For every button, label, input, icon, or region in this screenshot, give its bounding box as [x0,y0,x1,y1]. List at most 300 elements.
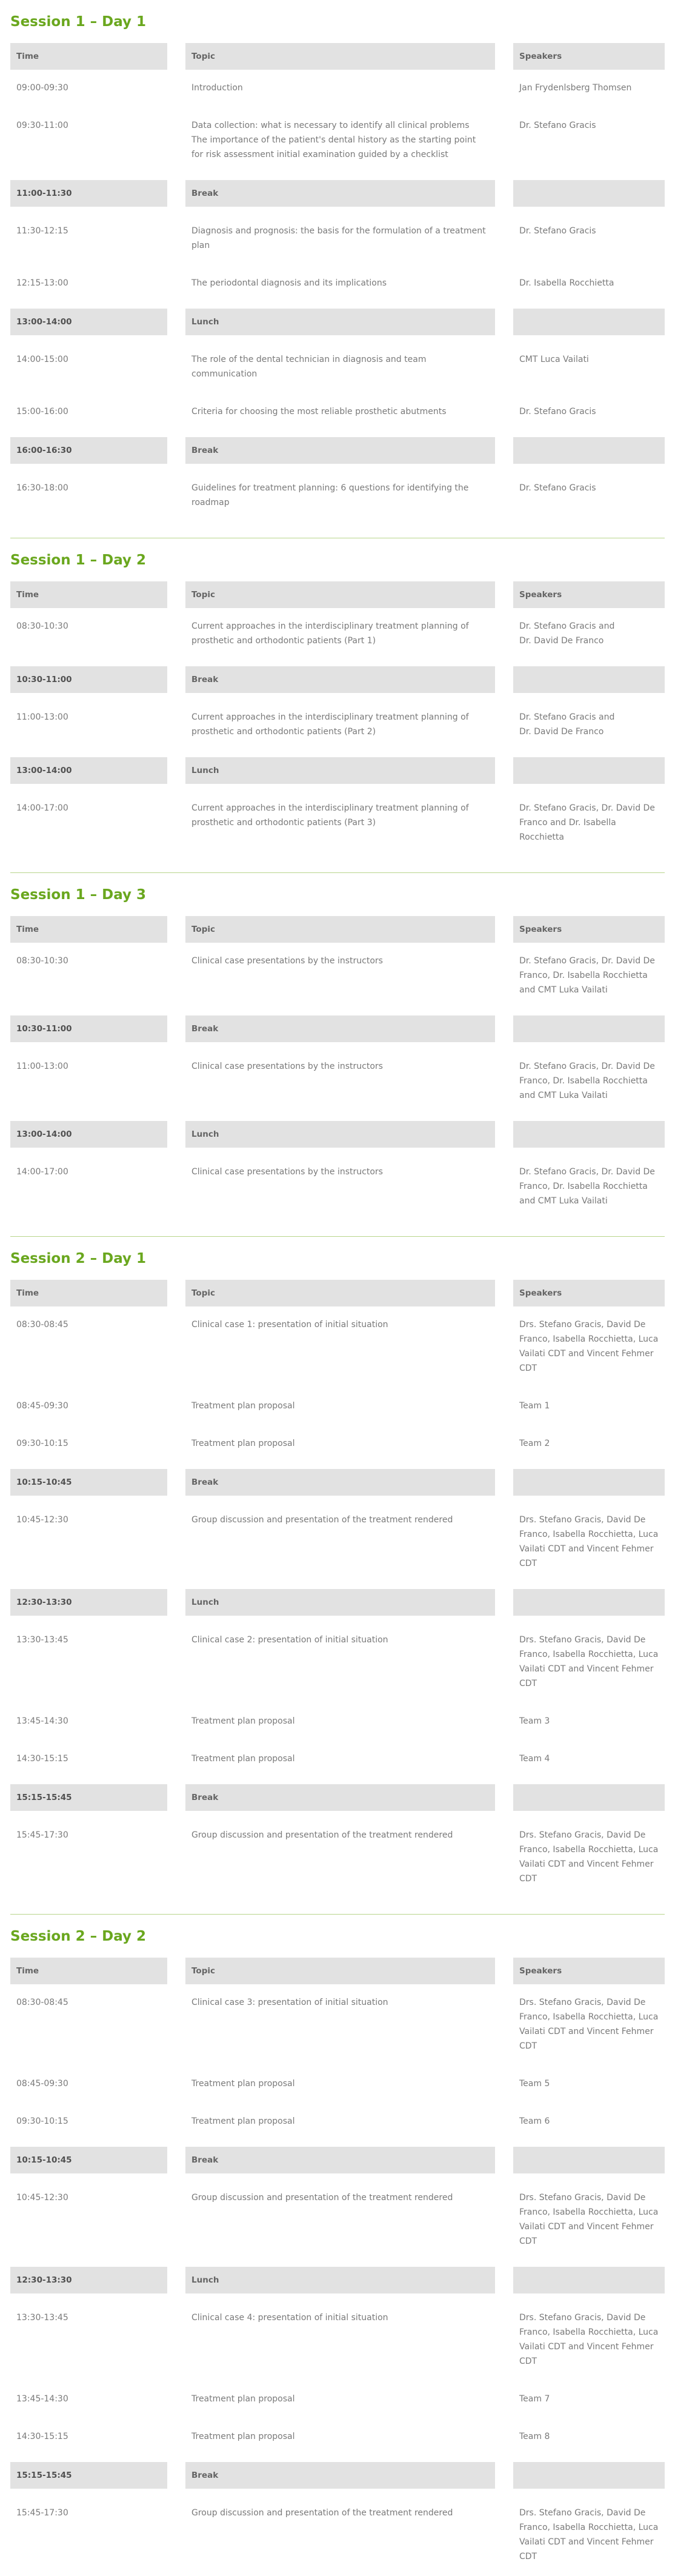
speakers-text [513,1469,665,1496]
speakers-text-cell [513,666,665,693]
speakers-text-cell [513,1502,665,1583]
topic-text: Lunch [185,1589,495,1616]
topic-text-cell [185,1154,513,1220]
speakers-text-cell [513,2300,665,2381]
table-row [10,470,665,522]
break-row [10,2147,665,2173]
topic-text-cell [185,213,513,265]
speakers-text-cell [513,2147,665,2173]
topic-text: Lunch [185,1121,495,1148]
break-row [10,1121,665,1148]
topic-text-cell [185,265,513,303]
speakers-text-cell [513,608,665,660]
time-text-cell [10,608,185,660]
time-text: 08:45-09:30 [16,1401,68,1411]
topic-text-cell [185,1048,513,1115]
speakers-text: Drs. Stefano Gracis, David De Franco, Isabella Rocchietta, Luca Vailati CDT and Vincent Fehmer CDT [519,1635,659,1688]
topic-text: Treatment plan proposal [191,1754,295,1764]
topic-text: Clinical case presentations by the instructors [191,1062,383,1071]
time-text: 09:30-10:15 [16,2116,68,2126]
speakers-text [513,1784,665,1811]
time-text-cell [10,309,185,335]
table-row [10,107,665,174]
speakers-text-cell [513,2066,665,2103]
topic-text-cell [185,1703,513,1741]
time-text: 15:45-17:30 [16,1830,68,1840]
time-text-cell [10,107,185,174]
time-text: 08:45-09:30 [16,2079,68,2089]
speakers-text: Dr. Stefano Gracis and Dr. David De Franco [519,621,615,646]
topic-text: Break [185,1469,495,1496]
time-text: 11:30-12:15 [16,226,68,236]
topic-text-cell [185,1741,513,1778]
topic-text-cell [185,666,513,693]
time-text-cell [10,265,185,303]
speakers-text-cell [513,265,665,303]
speakers-text [513,1015,665,1042]
table-row [10,1622,665,1703]
topic-text-cell [185,2300,513,2381]
topic-text: The role of the dental technician in diagnosis and team communication [191,355,427,379]
break-row [10,1589,665,1616]
speakers-text: Drs. Stefano Gracis, David De Franco, Isabella Rocchietta, Luca Vailati CDT and Vincent Fehmer CDT [519,2193,659,2246]
time-text-cell [10,2418,185,2456]
speakers-text [513,2147,665,2173]
table-row [10,2495,665,2576]
speakers-text: Dr. Isabella Rocchietta [519,278,614,288]
topic-text: Treatment plan proposal [191,1716,295,1726]
time-text: 10:45-12:30 [16,1515,68,1525]
speakers-text: Dr. Stefano Gracis [519,121,596,130]
break-row [10,666,665,693]
speakers-text-cell [513,180,665,207]
time-text: 13:30-13:45 [16,2313,68,2323]
time-text-cell [10,2103,185,2141]
time-text-cell [10,1048,185,1115]
speakers-text-cell [513,1622,665,1703]
session-section [10,538,665,873]
session-title: Session 1 – Day 2 [10,552,147,568]
speakers-text-cell [513,2180,665,2261]
speakers-text-cell [513,2495,665,2576]
header-speakers-cell [513,1280,665,1306]
time-text: 13:00-14:00 [10,1121,167,1148]
time-text-cell [10,470,185,522]
speakers-text-cell [513,341,665,393]
time-text: 10:15-10:45 [10,1469,167,1496]
speakers-text-cell [513,1388,665,1425]
table-row [10,943,665,1009]
topic-text: The periodontal diagnosis and its implications [191,278,387,288]
table-row [10,2418,665,2456]
topic-text: Treatment plan proposal [191,1439,295,1448]
speakers-text: Dr. Stefano Gracis and Dr. David De Franco [519,712,615,737]
topic-text-cell [185,1784,513,1811]
table-row [10,70,665,107]
speakers-text [513,2462,665,2489]
speakers-text-cell [513,213,665,265]
topic-text: Break [185,2147,495,2173]
speakers-text: Jan Frydenlsberg Thomsen [519,83,632,93]
time-text-cell [10,213,185,265]
time-text: 10:30-11:00 [10,666,167,693]
header-topic-cell [185,1280,513,1306]
table-row [10,265,665,303]
speakers-text: Drs. Stefano Gracis, David De Franco, Isabella Rocchietta, Luca Vailati CDT and Vincent Fehmer CDT [519,1320,659,1373]
time-text-cell [10,757,185,784]
table-row [10,2381,665,2418]
time-text-cell [10,1741,185,1778]
topic-text-cell [185,2381,513,2418]
speakers-text: Drs. Stefano Gracis, David De Franco, Isabella Rocchietta, Luca Vailati CDT and Vincent Fehmer CDT [519,2508,659,2561]
time-text: 12:30-13:30 [10,1589,167,1616]
time-text-cell [10,666,185,693]
speakers-text-cell [513,437,665,464]
time-text-cell [10,1817,185,1898]
header-speakers: Speakers [513,581,665,608]
topic-text-cell [185,437,513,464]
header-time: Time [10,1958,167,1984]
topic-text: Current approaches in the interdisciplinary treatment planning of prosthetic and orthodontic patients (Part 3) [191,803,469,828]
topic-text: Group discussion and presentation of the treatment rendered [191,1515,453,1525]
topic-text-cell [185,790,513,857]
speakers-text-cell [513,1015,665,1042]
table-row [10,2066,665,2103]
speakers-text-cell [513,2267,665,2293]
schedule-table [10,581,665,857]
time-text-cell [10,2300,185,2381]
time-text: 13:00-14:00 [10,757,167,784]
header-topic-cell [185,916,513,943]
break-row [10,1015,665,1042]
speakers-text-cell [513,1425,665,1463]
topic-text: Diagnosis and prognosis: the basis for the formulation of a treatment plan [191,226,486,250]
table-row [10,1425,665,1463]
table-row [10,1741,665,1778]
speakers-text-cell [513,1817,665,1898]
table-header-row [10,43,665,70]
header-speakers-cell [513,916,665,943]
topic-text-cell [185,1817,513,1898]
time-text-cell [10,341,185,393]
time-text-cell [10,2381,185,2418]
topic-text: Treatment plan proposal [191,2394,295,2404]
time-text-cell [10,699,185,751]
speakers-text: Team 8 [519,2432,550,2441]
topic-text-cell [185,2147,513,2173]
speakers-text: Dr. Stefano Gracis, Dr. David De Franco, Dr. Isabella Rocchietta and CMT Luka Vailati [519,1167,655,1206]
session-section [10,0,665,538]
speakers-text-cell [513,2418,665,2456]
speakers-text-cell [513,1741,665,1778]
header-time: Time [10,1280,167,1306]
topic-text-cell [185,1425,513,1463]
time-text: 15:45-17:30 [16,2508,68,2518]
topic-text: Lunch [185,2267,495,2293]
time-text: 12:30-13:30 [10,2267,167,2293]
topic-text: Break [185,1015,495,1042]
topic-text-cell [185,180,513,207]
speakers-text: Dr. Stefano Gracis, Dr. David De Franco, Dr. Isabella Rocchietta and CMT Luka Vailati [519,956,655,995]
session-section [10,1915,665,2576]
header-topic: Topic [185,1958,495,1984]
speakers-text-cell [513,2462,665,2489]
topic-text: Clinical case presentations by the instructors [191,1167,383,1177]
topic-text-cell [185,1306,513,1388]
break-row [10,2462,665,2489]
speakers-text: Dr. Stefano Gracis, Dr. David De Franco, Dr. Isabella Rocchietta and CMT Luka Vailati [519,1062,655,1100]
speakers-text [513,757,665,784]
topic-text: Group discussion and presentation of the treatment rendered [191,2508,453,2518]
topic-text: Break [185,180,495,207]
time-text: 11:00-13:00 [16,1062,68,1071]
speakers-text: Team 2 [519,1439,550,1448]
time-text-cell [10,1015,185,1042]
header-topic: Topic [185,43,495,70]
topic-text-cell [185,943,513,1009]
header-topic-cell [185,581,513,608]
speakers-text: Team 6 [519,2116,550,2126]
table-header-row [10,1958,665,1984]
speakers-text-cell [513,1469,665,1496]
time-text: 10:45-12:30 [16,2193,68,2203]
table-row [10,1306,665,1388]
break-row [10,180,665,207]
time-text-cell [10,790,185,857]
time-text: 10:30-11:00 [10,1015,167,1042]
time-text-cell [10,1784,185,1811]
session-title: Session 2 – Day 1 [10,1251,147,1266]
table-row [10,341,665,393]
topic-text-cell [185,2103,513,2141]
header-time-cell [10,581,185,608]
speakers-text-cell [513,1703,665,1741]
time-text: 14:00-15:00 [16,355,68,364]
header-time-cell [10,1280,185,1306]
speakers-text [513,309,665,335]
session-section [10,873,665,1237]
time-text-cell [10,2462,185,2489]
time-text-cell [10,2147,185,2173]
topic-text-cell [185,1502,513,1583]
topic-text: Clinical case 1: presentation of initial situation [191,1320,388,1330]
topic-text-cell [185,393,513,431]
speakers-text-cell [513,2103,665,2141]
time-text: 08:30-10:30 [16,621,68,631]
time-text-cell [10,1589,185,1616]
speakers-text-cell [513,790,665,857]
schedule-table [10,1280,665,1898]
table-row [10,699,665,751]
table-row [10,2103,665,2141]
time-text-cell [10,70,185,107]
header-time: Time [10,581,167,608]
time-text-cell [10,1469,185,1496]
session-title: Session 1 – Day 3 [10,887,147,903]
time-text: 16:30-18:00 [16,483,68,493]
topic-text-cell [185,1469,513,1496]
topic-text: Break [185,1784,495,1811]
table-row [10,608,665,660]
time-text-cell [10,2267,185,2293]
break-row [10,2267,665,2293]
header-speakers: Speakers [513,916,665,943]
topic-text-cell [185,608,513,660]
time-text-cell [10,2495,185,2576]
speakers-text: Dr. Stefano Gracis, Dr. David De Franco and Dr. Isabella Rocchietta [519,803,655,842]
topic-text: Criteria for choosing the most reliable prosthetic abutments [191,407,447,417]
topic-text-cell [185,1589,513,1616]
topic-text: Guidelines for treatment planning: 6 questions for identifying the roadmap [191,483,469,507]
speakers-text-cell [513,107,665,174]
speakers-text-cell [513,1154,665,1220]
speakers-text-cell [513,309,665,335]
time-text-cell [10,2180,185,2261]
header-topic: Topic [185,1280,495,1306]
break-row [10,309,665,335]
topic-text: Treatment plan proposal [191,1401,295,1411]
topic-text: Clinical case 2: presentation of initial situation [191,1635,388,1645]
table-row [10,2180,665,2261]
time-text-cell [10,1622,185,1703]
time-text: 15:15-15:45 [10,2462,167,2489]
speakers-text: Dr. Stefano Gracis [519,483,596,493]
time-text: 09:30-11:00 [16,121,68,130]
speakers-text-cell [513,393,665,431]
header-speakers-cell [513,43,665,70]
time-text-cell [10,180,185,207]
topic-text: Clinical case 4: presentation of initial situation [191,2313,388,2323]
topic-text: Group discussion and presentation of the treatment rendered [191,1830,453,1840]
time-text: 16:00-16:30 [10,437,167,464]
header-topic-cell [185,43,513,70]
time-text: 13:00-14:00 [10,309,167,335]
table-row [10,393,665,431]
header-time: Time [10,43,167,70]
break-row [10,437,665,464]
time-text: 14:00-17:00 [16,803,68,813]
header-speakers: Speakers [513,1958,665,1984]
header-topic-cell [185,1958,513,1984]
time-text: 13:30-13:45 [16,1635,68,1645]
topic-text: Data collection: what is necessary to identify all clinical problems The importance of the patient's dental history as the starting point for risk assessment initial examination guided by a checklist [191,121,476,159]
topic-text-cell [185,1015,513,1042]
schedule-table [10,916,665,1220]
speakers-text [513,2267,665,2293]
header-time: Time [10,916,167,943]
speakers-text [513,666,665,693]
table-header-row [10,581,665,608]
topic-text: Break [185,437,495,464]
time-text-cell [10,943,185,1009]
time-text: 13:45-14:30 [16,2394,68,2404]
speakers-text [513,1589,665,1616]
header-topic: Topic [185,581,495,608]
speakers-text: Team 3 [519,1716,550,1726]
time-text-cell [10,1388,185,1425]
speakers-text-cell [513,1306,665,1388]
topic-text: Break [185,2462,495,2489]
header-speakers: Speakers [513,1280,665,1306]
topic-text: Lunch [185,309,495,335]
topic-text-cell [185,107,513,174]
time-text: 08:30-10:30 [16,956,68,966]
time-text-cell [10,1154,185,1220]
time-text: 12:15-13:00 [16,278,68,288]
table-header-row [10,916,665,943]
table-row [10,2300,665,2381]
topic-text: Current approaches in the interdisciplinary treatment planning of prosthetic and orthodontic patients (Part 1) [191,621,469,646]
time-text: 15:00-16:00 [16,407,68,417]
session-title: Session 2 – Day 2 [10,1929,147,1944]
table-row [10,1817,665,1898]
session-title: Session 1 – Day 1 [10,14,147,30]
break-row [10,1469,665,1496]
time-text-cell [10,1984,185,2066]
header-speakers-cell [513,1958,665,1984]
topic-text-cell [185,2495,513,2576]
topic-text: Introduction [191,83,243,93]
time-text: 08:30-08:45 [16,1320,68,1330]
topic-text: Clinical case presentations by the instructors [191,956,383,966]
topic-text: Group discussion and presentation of the treatment rendered [191,2193,453,2203]
time-text-cell [10,1425,185,1463]
speakers-text: Team 5 [519,2079,550,2089]
speakers-text: CMT Luca Vailati [519,355,589,364]
time-text: 11:00-11:30 [10,180,167,207]
table-header-row [10,1280,665,1306]
topic-text-cell [185,341,513,393]
topic-text: Clinical case 3: presentation of initial situation [191,1998,388,2007]
header-speakers: Speakers [513,43,665,70]
speakers-text: Team 1 [519,1401,550,1411]
speakers-text-cell [513,1784,665,1811]
topic-text: Treatment plan proposal [191,2116,295,2126]
table-row [10,1048,665,1115]
time-text-cell [10,2066,185,2103]
time-text-cell [10,1703,185,1741]
topic-text-cell [185,1388,513,1425]
time-text: 08:30-08:45 [16,1998,68,2007]
time-text-cell [10,1121,185,1148]
speakers-text: Drs. Stefano Gracis, David De Franco, Isabella Rocchietta, Luca Vailati CDT and Vincent Fehmer CDT [519,2313,659,2366]
speakers-text-cell [513,1589,665,1616]
table-row [10,1388,665,1425]
speakers-text-cell [513,70,665,107]
speakers-text [513,1121,665,1148]
speakers-text: Drs. Stefano Gracis, David De Franco, Isabella Rocchietta, Luca Vailati CDT and Vincent Fehmer CDT [519,1515,659,1568]
topic-text-cell [185,2180,513,2261]
header-time-cell [10,916,185,943]
speakers-text-cell [513,2381,665,2418]
speakers-text: Dr. Stefano Gracis [519,407,596,417]
schedule-table [10,1958,665,2576]
topic-text-cell [185,1622,513,1703]
topic-text-cell [185,2418,513,2456]
table-row [10,1984,665,2066]
time-text: 15:15-15:45 [10,1784,167,1811]
break-row [10,757,665,784]
topic-text-cell [185,2267,513,2293]
topic-text: Treatment plan proposal [191,2432,295,2441]
table-row [10,213,665,265]
time-text-cell [10,1502,185,1583]
topic-text-cell [185,2066,513,2103]
speakers-text-cell [513,1984,665,2066]
header-topic: Topic [185,916,495,943]
speakers-text-cell [513,943,665,1009]
time-text-cell [10,393,185,431]
